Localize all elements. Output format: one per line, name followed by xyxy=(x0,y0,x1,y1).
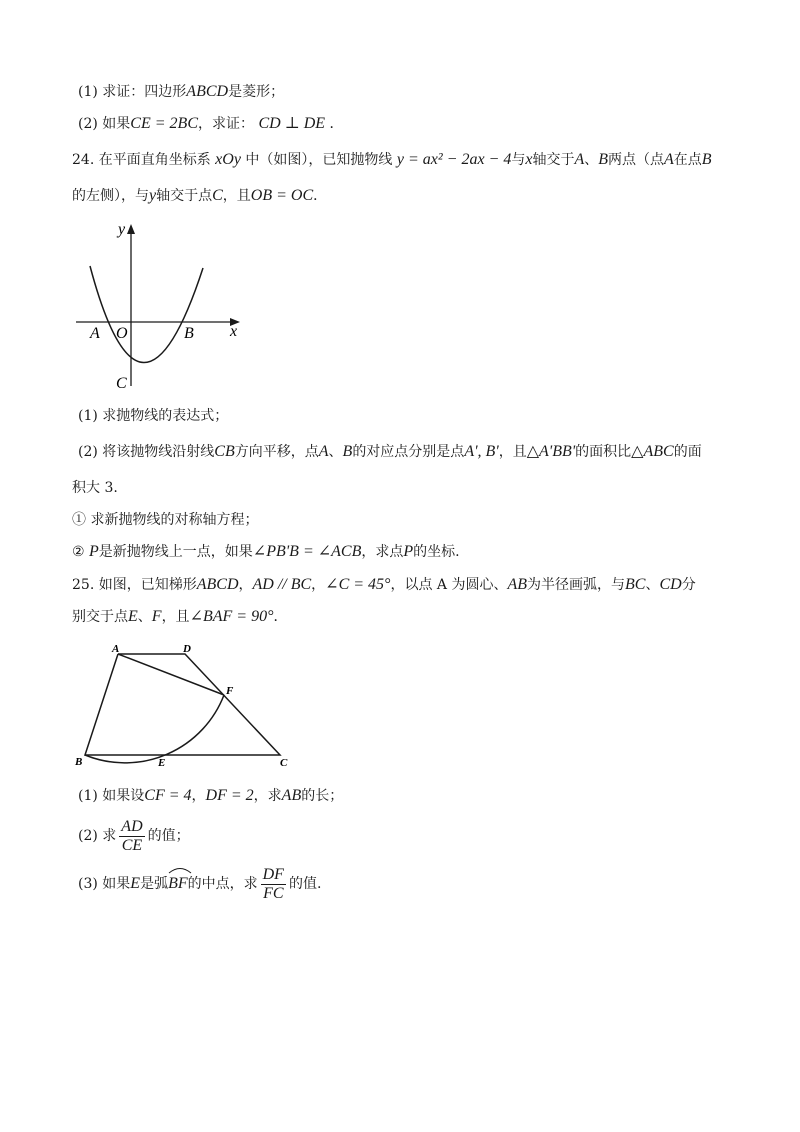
text: ，且 xyxy=(161,609,190,625)
text: ，求点 xyxy=(361,544,404,560)
sub-question-number: ① xyxy=(72,512,86,528)
math-var: C xyxy=(212,187,223,204)
x-label: x xyxy=(230,323,238,340)
text: 两点（点 xyxy=(608,152,665,168)
segment-af xyxy=(118,654,224,695)
point-d-label: D xyxy=(183,643,191,655)
text: 轴交于点 xyxy=(156,188,213,204)
parabola-figure xyxy=(70,218,250,390)
text: 是新抛物线上一点，如果 xyxy=(98,544,253,560)
fraction-ad-ce xyxy=(119,818,144,855)
math-expr: xOy xyxy=(215,151,241,168)
text: 求 xyxy=(102,828,117,844)
p25-q1 xyxy=(78,786,343,806)
math-var: E xyxy=(130,875,141,892)
text: 在平面直角坐标系 xyxy=(98,152,211,168)
text: 是弧 xyxy=(140,876,169,892)
question-number: (1) xyxy=(78,788,98,804)
math-expr: AB xyxy=(281,787,302,804)
p24-q2 xyxy=(78,442,702,462)
text: ， xyxy=(311,577,326,593)
text: 的左侧），与 xyxy=(72,188,149,204)
text: 的长； xyxy=(301,788,344,804)
math-expr: ABCD xyxy=(196,576,239,593)
math-var: E xyxy=(128,608,138,625)
math-expr: CD ⊥ DE xyxy=(258,115,326,132)
p25-q3 xyxy=(78,860,321,904)
text: 、 xyxy=(328,444,343,460)
math-expr: AB xyxy=(507,576,528,593)
math-var: A xyxy=(318,443,329,460)
math-expr: OB = OC xyxy=(250,187,314,204)
text: 的值. xyxy=(288,876,322,892)
point-b-label: B xyxy=(184,325,194,342)
question-number: (1) xyxy=(78,408,98,424)
math-var: B xyxy=(342,443,353,460)
trapezoid-outline xyxy=(85,654,280,755)
text: ， xyxy=(191,788,206,804)
math-expr: CD xyxy=(659,576,682,593)
y-label: y xyxy=(118,221,126,238)
point-b-label: B xyxy=(75,756,83,768)
text: 、 xyxy=(645,577,660,593)
math-var: B xyxy=(701,151,712,168)
question-number: (1) xyxy=(78,84,98,100)
trapezoid-figure xyxy=(70,640,300,772)
origin-label: O xyxy=(116,325,128,342)
math-expr: CB xyxy=(214,443,235,460)
text: 与 xyxy=(511,152,526,168)
math-var: A xyxy=(574,151,585,168)
math-expr: DF = 2 xyxy=(205,787,254,804)
math-var: y xyxy=(149,187,157,204)
point-a-label: A xyxy=(90,325,100,342)
y-axis-arrow xyxy=(127,224,135,234)
point-a-label: A xyxy=(112,643,120,655)
point-e-label: E xyxy=(158,757,166,769)
math-expr: CE = 2BC xyxy=(130,115,198,132)
text: 别交于点 xyxy=(72,609,128,625)
text: 分 xyxy=(681,577,696,593)
math-expr: y = ax² − 2ax − 4 xyxy=(396,151,512,168)
fraction-numerator: DF xyxy=(262,865,284,883)
sub-question-number: ② xyxy=(72,544,85,560)
arc-bf xyxy=(85,695,224,763)
text: 中（如图），已知抛物线 xyxy=(245,152,393,168)
arc-symbol xyxy=(168,866,192,874)
text: ，求证： xyxy=(197,116,254,132)
math-expr: △A'BB' xyxy=(526,443,576,460)
text: 求抛物线的表达式； xyxy=(102,408,229,424)
text: 在点 xyxy=(673,152,702,168)
text: ． xyxy=(329,116,344,132)
prev-q2 xyxy=(78,114,344,134)
math-var: x xyxy=(525,151,533,168)
point-c-label: C xyxy=(280,757,288,769)
math-expr: △ABC xyxy=(631,443,674,460)
math-var: P xyxy=(89,543,99,560)
text: ，求 xyxy=(253,788,282,804)
p24-sub1 xyxy=(72,510,258,530)
math-expr: ABCD xyxy=(186,83,229,100)
text: 求证：四边形 xyxy=(102,84,187,100)
fraction-df-fc xyxy=(261,866,286,903)
math-expr: A', B' xyxy=(464,443,499,460)
math-var: A xyxy=(664,151,674,168)
fraction-numerator: AD xyxy=(121,817,143,835)
text: 求新抛物线的对称轴方程； xyxy=(90,512,259,528)
math-expr: AD // BC xyxy=(252,576,312,593)
p25-line1 xyxy=(72,575,696,595)
text: 的面积比 xyxy=(575,444,632,460)
math-expr: BF xyxy=(168,875,188,892)
math-expr: ∠PB'B = ∠ACB xyxy=(252,543,362,560)
text: 、 xyxy=(137,609,152,625)
text: 将该抛物线沿射线 xyxy=(102,444,215,460)
math-var: F xyxy=(151,608,162,625)
problem-number: 25. xyxy=(72,577,95,593)
text: 的值； xyxy=(147,828,190,844)
p25-q2 xyxy=(78,816,190,856)
text: ， xyxy=(238,577,253,593)
text: ． xyxy=(313,188,328,204)
text: ，且 xyxy=(498,444,527,460)
text: 如果 xyxy=(102,876,131,892)
point-c-label: C xyxy=(116,375,127,390)
math-expr: ∠BAF = 90° xyxy=(189,608,274,625)
text: 是菱形； xyxy=(228,84,285,100)
text: ． xyxy=(273,609,288,625)
p24-sub2 xyxy=(72,542,460,562)
text: 、 xyxy=(584,152,599,168)
p24-q2-cont xyxy=(72,478,118,498)
prev-q1 xyxy=(78,82,284,102)
text: 的坐标. xyxy=(413,544,460,560)
text: 如果设 xyxy=(102,788,145,804)
fraction-denominator: CE xyxy=(121,836,143,854)
p24-line2 xyxy=(72,186,327,206)
fraction-denominator: FC xyxy=(263,884,284,902)
point-f-label: F xyxy=(226,685,234,697)
question-number: (2) xyxy=(78,116,98,132)
math-expr: ∠C = 45° xyxy=(325,576,391,593)
p24-line1 xyxy=(72,150,712,170)
text: 的面 xyxy=(673,444,702,460)
text: 为半径画弧，与 xyxy=(527,577,626,593)
arc-bf-notation xyxy=(168,860,188,904)
text: 的对应点分别是点 xyxy=(352,444,465,460)
question-number: (2) xyxy=(78,444,98,460)
math-var: P xyxy=(403,543,414,560)
question-number: (3) xyxy=(78,876,98,892)
text: 积大 3. xyxy=(72,480,118,496)
text: 如果 xyxy=(102,116,131,132)
text: 方向平移，点 xyxy=(234,444,319,460)
text: 如图，已知梯形 xyxy=(98,577,197,593)
math-expr: BC xyxy=(625,576,646,593)
text: ，以点 A 为圆心、 xyxy=(390,577,508,593)
math-expr: CF = 4 xyxy=(144,787,192,804)
text: 的中点，求 xyxy=(187,876,258,892)
math-var: B xyxy=(598,151,609,168)
p25-line2 xyxy=(72,607,287,627)
p24-q1 xyxy=(78,406,228,426)
text: 轴交于 xyxy=(532,152,575,168)
text: ，且 xyxy=(222,188,251,204)
parabola-curve xyxy=(90,266,203,363)
question-number: (2) xyxy=(78,828,98,844)
problem-number: 24. xyxy=(72,152,95,168)
